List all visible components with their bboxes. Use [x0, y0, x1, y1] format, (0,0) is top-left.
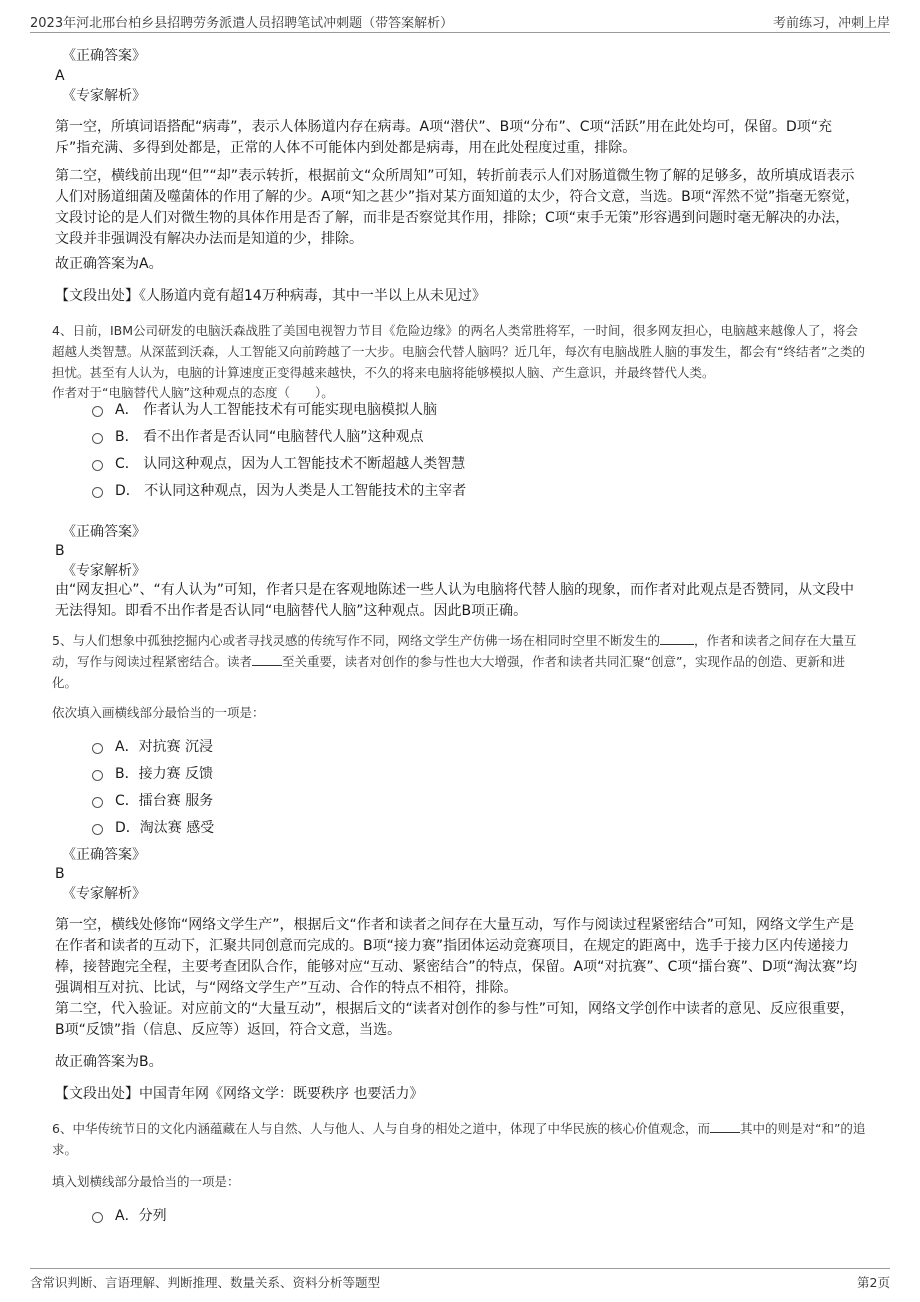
analysis-conclusion: 故正确答案为A。: [55, 256, 163, 272]
option-label: B．接力赛 反馈: [115, 766, 214, 782]
analysis-label: 《专家解析》: [62, 886, 146, 902]
option-a[interactable]: [92, 1205, 167, 1227]
page-header: [30, 10, 890, 33]
question-prompt: 依次填入画横线部分最恰当的一项是：: [52, 705, 265, 720]
radio-icon[interactable]: [92, 770, 103, 781]
analysis-paragraph: 第一空，横线处修饰“网络文学生产”，根据后文“作者和读者之间存在大量互动，写作与阅读过程紧密结合”可知，网络文学生产是在作者和读者的互动下，汇聚共同创意而完成的。B项“接力赛”指团体运动竞赛项目，在规定的距离中，选手于接力区内传递接力棒，接替跑完全程，主要考查团队合作，能够对应“互动、紧密结合”的特点，保留。A项“对抗赛”、C项“擂台赛”、D项“淘汰赛”均强调相互对抗、比试，与“网络文学生产”互动、合作的特点不相符，排除。: [55, 917, 858, 996]
option-a[interactable]: [92, 736, 213, 758]
option-c[interactable]: [92, 453, 465, 475]
stem-text: ，作者和读者之间存在大量互动，写作与阅读过程紧密结合。读者: [52, 633, 857, 669]
option-label: D． 不认同这种观点，因为人类是人工智能技术的主宰者: [115, 483, 467, 499]
radio-icon[interactable]: [92, 743, 103, 754]
option-a[interactable]: [92, 399, 437, 421]
analysis-paragraph: 第一空，所填词语搭配“病毒”，表示人体肠道内存在病毒。A项“潜伏”、B项“分布”、C项“活跃”用在此处均可，保留。D项“充斥”指充满、多得到处都是，正常的人体不可能体内到处都是病毒，用在此处程度过重，排除。: [55, 119, 833, 156]
question-stem: [52, 630, 867, 693]
analysis-paragraph: 由“网友担心”、“有人认为”可知，作者只是在客观地陈述一些人认为电脑将代替人脑的现象，而作者对此观点是否赞同，从文段中无法得知。即看不出作者是否认同“电脑替代人脑”这种观点。因此B项正确。: [55, 582, 855, 619]
analysis-label: 《专家解析》: [62, 88, 146, 104]
option-c[interactable]: [92, 790, 213, 812]
option-d[interactable]: [92, 480, 466, 502]
question-prompt: 填入划横线部分最恰当的一项是：: [52, 1174, 240, 1189]
source-citation: 【文段出处】《人肠道内竟有超14万种病毒，其中一半以上从未见过》: [55, 288, 486, 304]
page-number: 第2页: [857, 1275, 890, 1290]
question-stem: [52, 1118, 867, 1160]
option-label: B． 看不出作者是否认同“电脑替代人脑”这种观点: [115, 429, 424, 445]
stem-text: 至关重要，读者对创作的参与性也大大增强，作者和读者共同汇聚“创意”，实现作品的创造、更新和进化。: [52, 654, 845, 690]
footer-note: 含常识判断、言语理解、判断推理、数量关系、资料分析等题型: [30, 1275, 381, 1290]
radio-icon[interactable]: [92, 797, 103, 808]
stem-text: 其中的则是对“和”的追求。: [52, 1121, 866, 1157]
radio-icon[interactable]: [92, 487, 103, 498]
option-label: A．分列: [115, 1208, 167, 1224]
option-label: A．对抗赛 沉浸: [115, 739, 214, 755]
analysis-conclusion: 故正确答案为B。: [55, 1054, 163, 1070]
radio-icon[interactable]: [92, 460, 103, 471]
stem-text: 6、中华传统节日的文化内涵蕴藏在人与自然、人与他人、人与自身的相处之道中，体现了中华民族的核心价值观念，而: [52, 1121, 710, 1136]
source-citation: 【文段出处】中国青年网《网络文学：既要秩序 也要活力》: [55, 1086, 424, 1102]
radio-icon[interactable]: [92, 824, 103, 835]
analysis-paragraph: 第二空，代入验证。对应前文的“大量互动”，根据后文的“读者对创作的参与性”可知，网络文学创作中读者的意见、反应很重要，B项“反馈”指（信息、反应等）返回，符合文意，当选。: [55, 1001, 855, 1038]
fill-blank: [710, 1118, 740, 1133]
option-b[interactable]: [92, 763, 213, 785]
option-label: D．淘汰赛 感受: [115, 820, 215, 836]
radio-icon[interactable]: [92, 1212, 103, 1223]
radio-icon[interactable]: [92, 406, 103, 417]
header-slogan: 考前练习，冲刺上岸: [772, 16, 890, 31]
option-label: C．擂台赛 服务: [115, 793, 214, 809]
analysis-label: 《专家解析》: [62, 563, 146, 579]
stem-text: 5、与人们想象中孤独挖掘内心或者寻找灵感的传统写作不同，网络文学生产仿佛一场在相同时空里不断发生的: [52, 633, 660, 648]
document-title: 2023年河北邢台柏乡县招聘劳务派遣人员招聘笔试冲刺题（带答案解析）: [30, 16, 454, 31]
answer-value: A: [55, 68, 65, 84]
question-prompt: 作者对于“电脑替代人脑”这种观点的态度（ ）。: [52, 385, 334, 400]
question-stem: 4、日前，IBM公司研发的电脑沃森战胜了美国电视智力节目《危险边缘》的两名人类常胜将军，一时间，很多网友担心，电脑越来越像人了，将会超越人类智慧。从深蓝到沃森，人工智能又向前跨越了一大步。电脑会代替人脑吗？近几年，每次有电脑战胜人脑的事发生，都会有“终结者”之类的担忧。甚至有人认为，电脑的计算速度正变得越来越快，不久的将来电脑将能够模拟人脑、产生意识，并最终替代人类。: [52, 323, 865, 380]
answer-label: 《正确答案》: [62, 48, 146, 64]
option-b[interactable]: [92, 426, 424, 448]
answer-value: B: [55, 866, 65, 882]
answer-value: B: [55, 543, 65, 559]
answer-label: 《正确答案》: [62, 847, 146, 863]
fill-blank: [252, 651, 282, 666]
option-d[interactable]: [92, 817, 214, 839]
radio-icon[interactable]: [92, 433, 103, 444]
fill-blank: [660, 630, 694, 645]
option-label: C． 认同这种观点，因为人工智能技术不断超越人类智慧: [115, 456, 466, 472]
option-label: A． 作者认为人工智能技术有可能实现电脑模拟人脑: [115, 402, 438, 418]
analysis-paragraph: 第二空，横线前出现“但”“却”表示转折，根据前文“众所周知”可知，转折前表示人们对肠道微生物了解的足够多，故所填成语表示人们对肠道细菌及噬菌体的作用了解的少。A项“知之甚少”指对某方面知道的太少，符合文意，当选。B项“浑然不觉”指毫无察觉，文段讨论的是人们对微生物的具体作用是否了解，而非是否察觉其作用，排除；C项“束手无策”形容遇到问题时毫无解决的办法，文段并非强调没有解决办法而是知道的少，排除。: [55, 168, 860, 247]
answer-label: 《正确答案》: [62, 524, 146, 540]
page-footer: [30, 1268, 890, 1293]
